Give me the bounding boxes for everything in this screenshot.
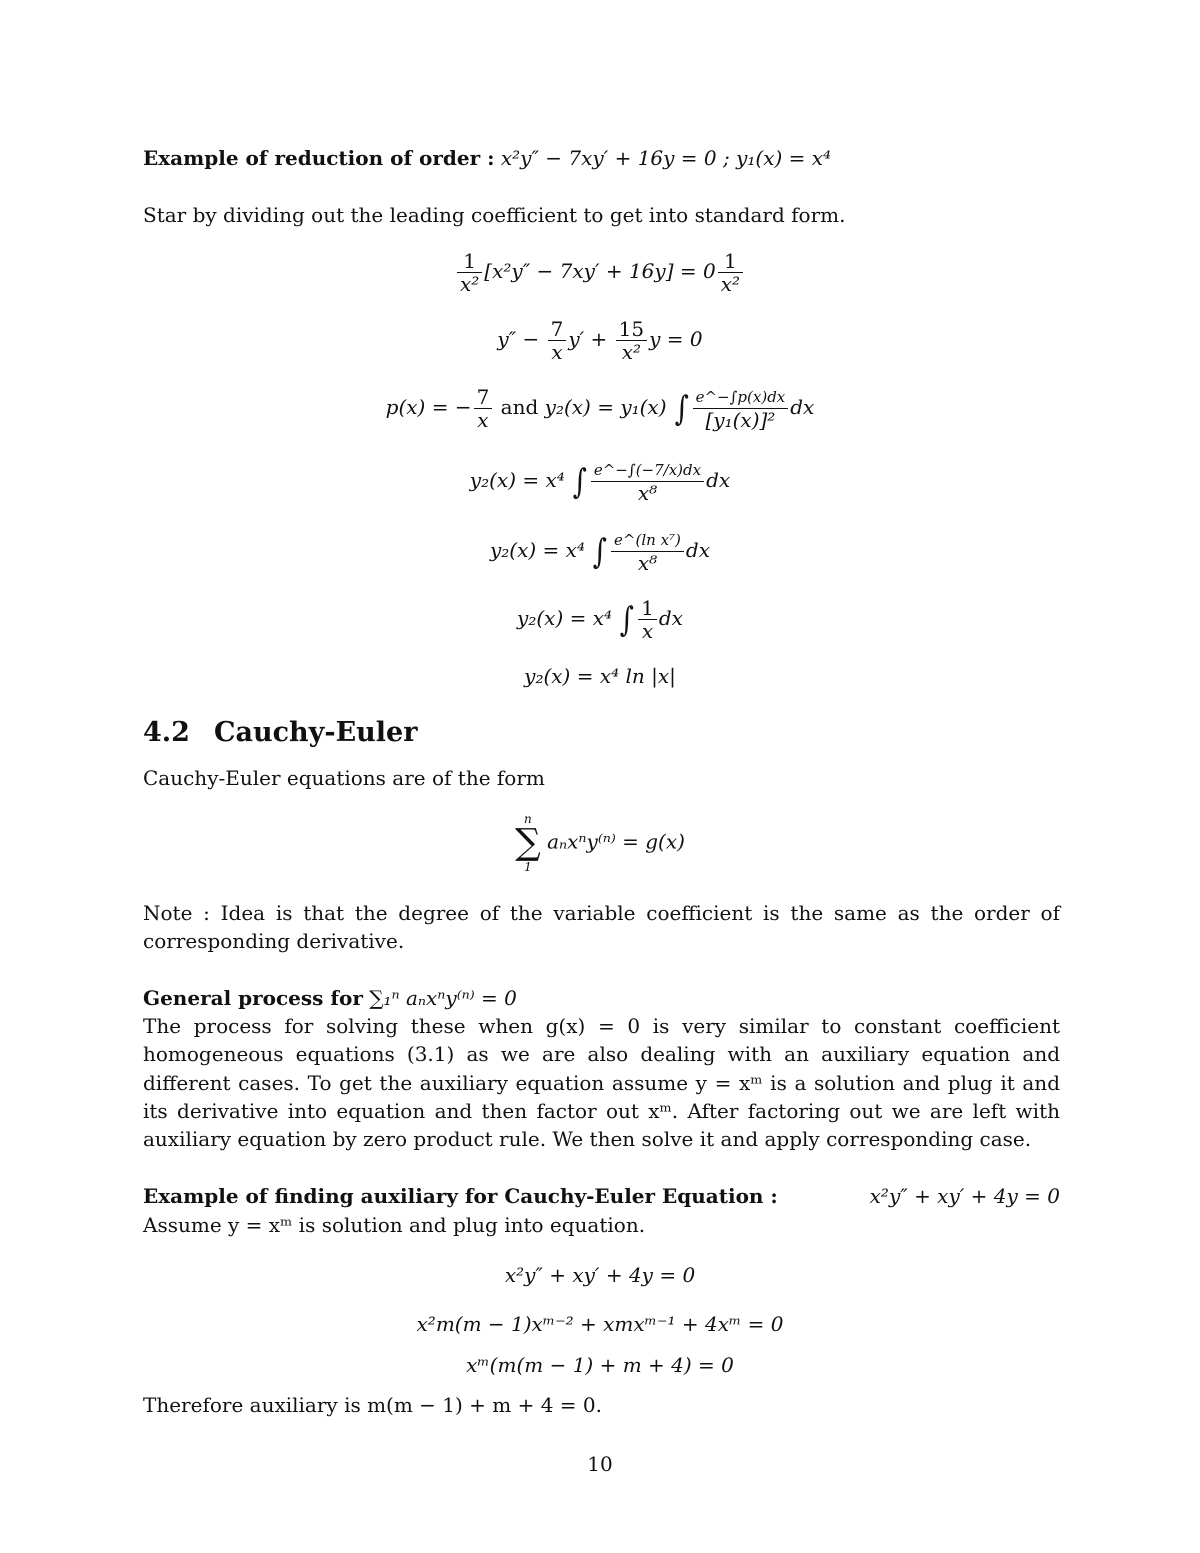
- equation-ce-substituted: x²m(m − 1)xᵐ⁻² + xmxᵐ⁻¹ + 4xᵐ = 0: [416, 1312, 784, 1336]
- equation-y2-step3: y₂(x) = x⁴ ∫ $\frac{1}{x}$ dx: [517, 596, 683, 643]
- example-auxiliary-heading: [143, 1182, 1060, 1210]
- fraction: $\frac{e\^{}-\int(-7/x)dx}{\text{x⁸}}$: [591, 459, 704, 504]
- page-number: 10: [587, 1452, 613, 1476]
- general-process-paragraph: The process for solving these when g(x) = 0 is very similar to constant coefficient homogeneous equations (3.1) as we are also dealing with an auxiliary equation and different cases. To get the auxiliary equation assume y = xᵐ is a solution and plug it and its derivative into equation and then factor out xᵐ. After factoring out we are left with auxiliary equation by zero product rule. We then solve it and apply corresponding case.: [143, 1014, 1060, 1152]
- equation-y2-result: y₂(x) = x⁴ ln |x|: [524, 664, 676, 688]
- example-reduction-heading: [143, 144, 1060, 172]
- cauchy-euler-intro: Cauchy-Euler equations are of the form: [143, 766, 545, 790]
- integral-sign: ∫: [620, 599, 635, 640]
- fraction: $\frac{1}{\text{x²}}$: [457, 250, 482, 295]
- summation-sign: n ∑ 1: [515, 812, 541, 874]
- equation-p-and-y2: p(x) = − $\frac{7}{x}$ and y₂(x) = y₁(x) ∫ $\frac{e\^{}-\int p(x)dx}{\text{[y₁(x)]²}}$ dx: [385, 385, 815, 432]
- fraction: $\frac{15}{\text{x²}}$: [616, 318, 647, 363]
- equation-y2-step1: y₂(x) = x⁴ ∫ $\frac{e\^{}-\int(-7/x)dx}{\text{x⁸}}$ dx: [469, 461, 731, 505]
- fraction: $\frac{\text{e\textasciicircum{}(ln x⁷)}}{\text{x⁸}}$: [611, 529, 684, 574]
- example2-equation: x²y″ + xy′ + 4y = 0: [869, 1184, 1060, 1208]
- example2-label: Example of finding auxiliary for Cauchy-Euler Equation :: [143, 1184, 778, 1208]
- note-paragraph: Note : Idea is that the degree of the variable coefficient is the same as the order of corresponding derivative.: [143, 901, 1060, 954]
- equation-sum-form: n ∑ 1 aₙxⁿy⁽ⁿ⁾ = g(x): [515, 812, 685, 874]
- equation-ce-factored: xᵐ(m(m − 1) + m + 4) = 0: [466, 1353, 734, 1377]
- fraction: $\frac{e\^{}-\int p(x)dx}{\text{[y₁(x)]²}}$: [693, 386, 789, 431]
- example2-text: Assume y = xᵐ is solution and plug into equation.: [143, 1213, 646, 1237]
- conclusion-text: Therefore auxiliary is m(m − 1) + m + 4 = 0.: [143, 1393, 603, 1417]
- equation-divided: y″ − $\frac{7}{x}$ y′ + $\frac{15}{\text{x²}}$ y = 0: [497, 317, 703, 364]
- fraction: $\frac{1}{x}$: [638, 597, 657, 642]
- general-formula: ∑₁ⁿ aₙxⁿy⁽ⁿ⁾ = 0: [369, 986, 517, 1010]
- section-title: Cauchy-Euler: [214, 717, 418, 748]
- integral-sign: ∫: [572, 461, 588, 502]
- example-label: Example of reduction of order :: [143, 146, 495, 170]
- integral-sign: ∫: [593, 531, 608, 572]
- integral-sign: ∫: [674, 388, 689, 429]
- general-label: General process for: [143, 986, 363, 1010]
- fraction: $\frac{7}{x}$: [474, 386, 493, 431]
- section-heading: [143, 716, 417, 750]
- section-number: 4.2: [143, 717, 190, 748]
- equation-ce-example: x²y″ + xy′ + 4y = 0: [504, 1263, 696, 1287]
- intro-text: Star by dividing out the leading coefficient to get into standard form.: [143, 203, 846, 227]
- general-process-heading: [143, 984, 1060, 1012]
- equation-standard-form: $\frac{1}{\text{x²}}$ [x²y″ − 7xy′ + 16y] = 0 $\frac{1}{\text{x²}}$: [0, 250, 1200, 295]
- example-equation: x²y″ − 7xy′ + 16y = 0 ; y₁(x) = x⁴: [500, 146, 832, 170]
- fraction: $\frac{1}{\text{x²}}$: [718, 250, 743, 295]
- fraction: $\frac{7}{x}$: [548, 318, 567, 363]
- equation-y2-step2: y₂(x) = x⁴ ∫ $\frac{\text{e\textasciicircum{}(ln x⁷)}}{\text{x⁸}}$ dx: [489, 531, 710, 575]
